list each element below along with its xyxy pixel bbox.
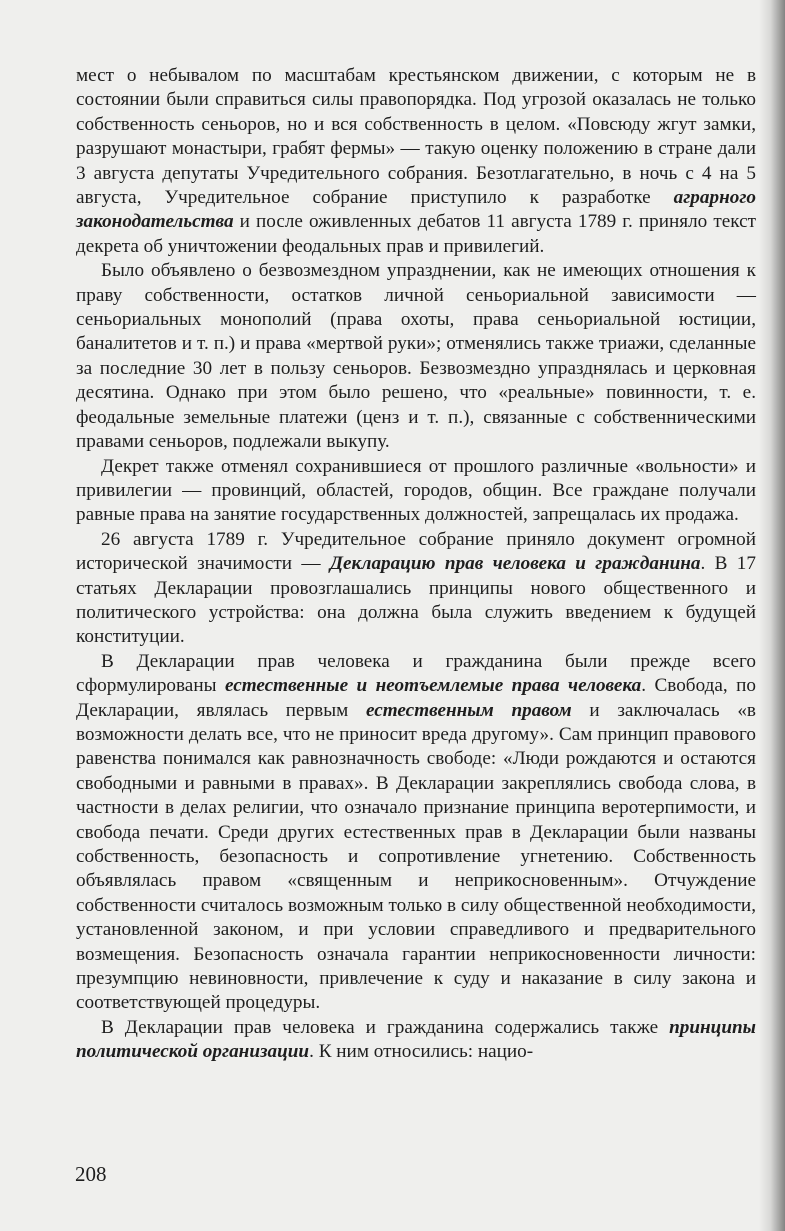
text-run: . К ним относились: нацио-	[309, 1041, 534, 1063]
page-number: 208	[75, 1162, 107, 1186]
text-run: В Декларации прав человека и гражданина содержались также	[101, 1016, 670, 1038]
paragraph	[76, 1016, 756, 1065]
paragraph	[76, 455, 756, 528]
text-run: В Декларации прав человека и гражданина были прежде всего сформулированы	[76, 650, 756, 697]
body-text	[76, 64, 756, 1065]
text-run: 26 августа 1789 г. Учредительное собрание приняло документ огромной исторической значимости —	[76, 528, 756, 575]
text-run: мест о небывалом по масштабам крестьянском движении, с которым не в состоянии были справиться силы правопорядка. Под угрозой оказалась не только собственность сеньоров, но и вся собственность в целом. «Повсюду жгут замки, разрушают монастыри, грабят фермы» — такую оценку положению в стране дали 3 августа депутаты Учредительного собрания. Безотлагательно, в ночь с 4 на 5 августа, Учредительное собрание приступило к разработке	[76, 65, 756, 209]
emphasized-term: аграрного законодательства	[76, 187, 756, 233]
paragraph	[76, 528, 756, 650]
text-run: и заключалась «в возможности делать все, что не приносит вреда другому». Сам принцип правового равенства понимался как равнозначность свободе: «Люди рождаются и остаются свободными и равными в правах». В Декларации закреплялись свобода слова, в частности в делах религии, что означало признание принципа веротерпимости, и свобода печати. Среди других естественных прав в Декларации были названы собственность, безопасность и сопротивление угнетению. Собственность объявлялась правом «священным и неприкосновенным». Отчуждение собственности считалось возможным только в силу общественной необходимости, установленной законом, и при условии справедливого и предварительного возмещения. Безопасность означала гарантии неприкосновенности личности: презумпцию невиновности, привлечение к суду и наказание в силу закона и соответствующей процедуры.	[76, 699, 756, 1014]
paragraph	[76, 64, 756, 259]
text-run: и после оживленных дебатов 11 августа 1789 г. приняло текст декрета об уничтожении феодальных прав и привилегий.	[76, 211, 756, 257]
text-run: Было объявлено о безвозмездном упразднении, как не имеющих отношения к праву собственности, остатков личной сеньориальной зависимости — сеньориальных монополий (права охоты, права сеньориальной юстиции, баналитетов и т. п.) и права «мертвой руки»; отменялись также триажи, сделанные за последние 30 лет в пользу сеньоров. Безвозмездно упразднялась и церковная десятина. Однако при этом было решено, что «реальные» повинности, т. е. феодальные земельные платежи (ценз и т. п.), связанные с собственническими правами сеньоров, подлежали выкупу.	[76, 260, 756, 453]
text-run: Декрет также отменял сохранившиеся от прошлого различные «вольности» и привилегии — провинций, областей, городов, общин. Все граждане получали равные права на занятие государственных должностей, запрещалась их продажа.	[76, 455, 756, 526]
text-run: . Свобода, по Декларации, являлась первым	[76, 675, 756, 721]
text-run: . В 17 статьях Декларации провозглашались принципы нового общественного и политического устройства: она должна была служить введением к будущей конституции.	[76, 553, 756, 648]
emphasized-term: естественным правом	[365, 699, 572, 721]
paragraph	[76, 259, 756, 454]
emphasized-term: естественные и неотъемлемые права человека	[224, 675, 642, 697]
emphasized-term: принципы политической организации	[76, 1016, 756, 1063]
paragraph	[76, 650, 756, 1016]
page-edge-shadow	[759, 0, 785, 1231]
emphasized-term: Декларацию прав человека и гражданина	[329, 553, 701, 575]
